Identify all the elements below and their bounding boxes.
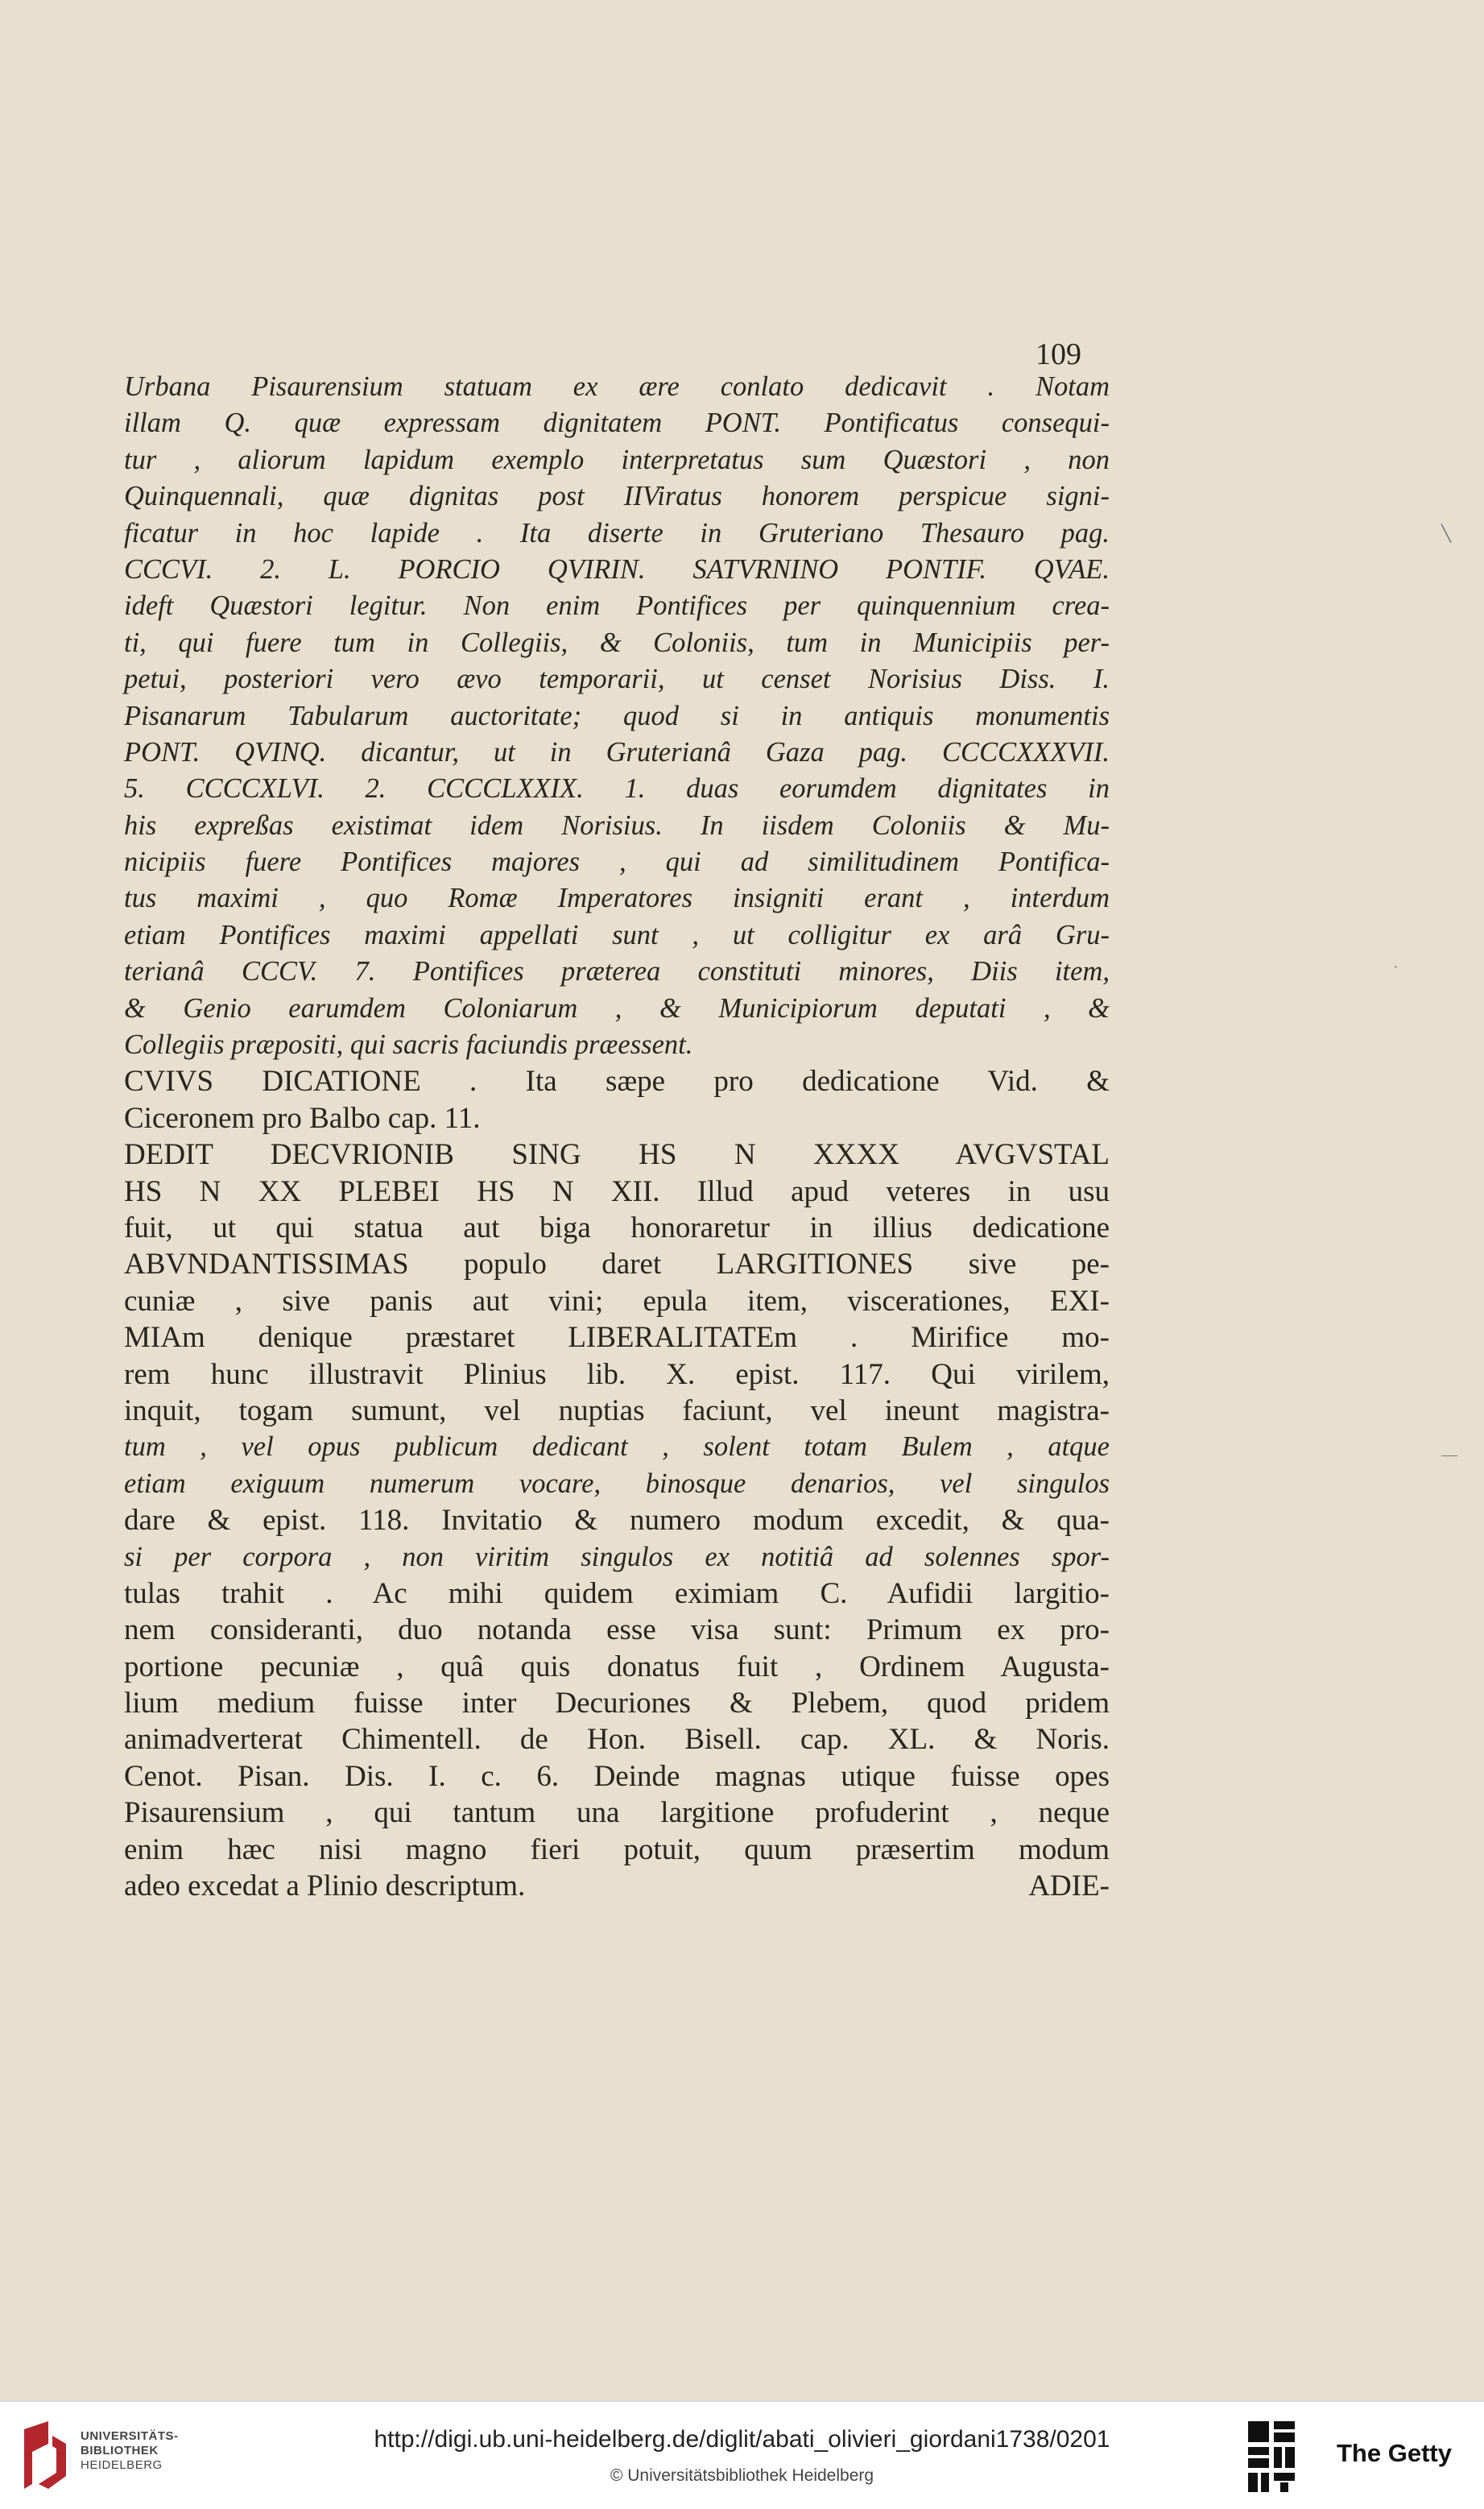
text-line: Quinquennali, quæ dignitas post IIViratus honorem perspicue signi- (124, 481, 1110, 512)
text-line: Pisaurensium , qui tantum una largitione profuderint , neque (124, 1796, 1110, 1830)
text-line: etiam exiguum numerum vocare, binosque denarios, vel singulos (124, 1468, 1110, 1499)
text-line: animadverterat Chimentell. de Hon. Bisell. cap. XL. & Noris. (124, 1723, 1110, 1757)
text-line: ABVNDANTISSIMAS populo daret LARGITIONES sive pe- (124, 1248, 1110, 1281)
page-number: 109 (1035, 337, 1081, 371)
text-line: PONT. QVINQ. dicantur, ut in Gruterianâ Gaza pag. CCCCXXXVII. (124, 736, 1110, 768)
text-line: lium medium fuisse inter Decuriones & Plebem, quod pridem (124, 1687, 1110, 1720)
text-line: ti, qui fuere tum in Collegiis, & Coloniis, tum in Municipiis per- (124, 627, 1110, 658)
text-line-content: adeo excedat a Plinio descriptum. (124, 1869, 526, 1903)
text-line: ficatur in hoc lapide . Ita diserte in Gruteriano Thesauro pag. (124, 517, 1110, 549)
university-library-name: UNIVERSITÄTS- BIBLIOTHEK HEIDELBERG (81, 2429, 179, 2472)
text-line (124, 1868, 1110, 1904)
text-line: inquit, togam sumunt, vel nuptias faciunt, vel ineunt magistra- (124, 1393, 1110, 1427)
text-line: his expreßas existimat idem Norisius. In iisdem Coloniis & Mu- (124, 809, 1110, 841)
text-line: Collegiis præpositi, qui sacris faciundis præessent. (124, 1029, 693, 1061)
text-line: nicipiis fuere Pontifices majores , qui ad similitudinem Pontifica- (124, 847, 1110, 878)
catchword: ADIE- (1028, 1869, 1110, 1903)
text-line: nem consideranti, duo notanda esse visa sunt: Primum ex pro- (124, 1613, 1110, 1647)
viewer-footer (0, 2400, 1484, 2509)
text-line: enim hæc nisi magno fieri potuit, quum præsertim modum (124, 1832, 1110, 1866)
margin-mark: ╲ (1441, 525, 1452, 543)
text-line: tur , aliorum lapidum exemplo interpretatus sum Quæstori , non (124, 444, 1110, 475)
text-line: & Genio earumdem Coloniarum , & Municipiorum deputati , & (124, 992, 1110, 1024)
text-line: fuit, ut qui statua aut biga honoraretur in illius dedicatione (124, 1211, 1110, 1244)
getty-name: The Getty (1337, 2439, 1452, 2467)
text-line: 5. CCCCXLVI. 2. CCCCLXXIX. 1. duas eorumdem dignitates in (124, 773, 1110, 805)
text-line: ideft Quæstori legitur. Non enim Pontifices per quinquennium crea- (124, 590, 1110, 622)
text-line: HS N XX PLEBEI HS N XII. Illud apud veteres in usu (124, 1174, 1110, 1208)
text-line: Ciceronem pro Balbo cap. 11. (124, 1101, 481, 1135)
text-line: tum , vel opus publicum dedicant , solent totam Bulem , atque (124, 1431, 1110, 1463)
text-line: portione pecuniæ , quâ quis donatus fuit , Ordinem Augusta- (124, 1650, 1110, 1683)
margin-mark: · (1393, 958, 1399, 976)
text-line: cuniæ , sive panis aut vini; epula item, viscerationes, EXI- (124, 1284, 1110, 1318)
text-line: terianâ CCCV. 7. Pontifices præterea constituti minores, Diis item, (124, 956, 1110, 987)
text-line: illam Q. quæ expressam dignitatem PONT. Pontificatus consequi- (124, 408, 1110, 439)
text-line: Pisanarum Tabularum auctoritate; quod si in antiquis monumentis (124, 700, 1110, 731)
text-line: etiam Pontifices maximi appellati sunt , ut colligitur ex arâ Gru- (124, 919, 1110, 950)
text-line: tulas trahit . Ac mihi quidem eximiam C. Aufidii largitio- (124, 1576, 1110, 1610)
text-line: tus maximi , quo Romæ Imperatores insigniti erant , interdum (124, 883, 1110, 914)
text-line: si per corpora , non viritim singulos ex notitiâ ad solennes spor- (124, 1541, 1110, 1572)
text-line: MIAm denique præstaret LIBERALITATEm . Mirifice mo- (124, 1321, 1110, 1355)
text-line: dare & epist. 118. Invitatio & numero modum excedit, & qua- (124, 1504, 1110, 1538)
getty-logo-icon[interactable] (1245, 2418, 1317, 2495)
body-text (124, 369, 1110, 1904)
copyright-notice: © Universitätsbibliothek Heidelberg (610, 2466, 874, 2485)
permalink-url[interactable]: http://digi.ub.uni-heidelberg.de/diglit/abati_olivieri_giordani1738/0201 (374, 2426, 1110, 2453)
margin-mark: — (1441, 1446, 1457, 1464)
text-line: rem hunc illustravit Plinius lib. X. epist. 117. Qui virilem, (124, 1357, 1110, 1391)
text-line: Cenot. Pisan. Dis. I. c. 6. Deinde magnas utique fuisse opes (124, 1759, 1110, 1793)
text-line: Urbana Pisaurensium statuam ex ære conlato dedicavit . Notam (124, 371, 1110, 402)
text-line: petui, posteriori vero ævo temporarii, ut censet Norisius Diss. I. (124, 664, 1110, 695)
text-line: CVIVS DICATIONE . Ita sæpe pro dedicatione Vid. & (124, 1065, 1110, 1099)
text-line: DEDIT DECVRIONIB SING HS N XXXX AVGVSTAL (124, 1138, 1110, 1172)
text-line: CCCVI. 2. L. PORCIO QVIRIN. SATVRNINO PONTIF. QVAE. (124, 553, 1110, 585)
